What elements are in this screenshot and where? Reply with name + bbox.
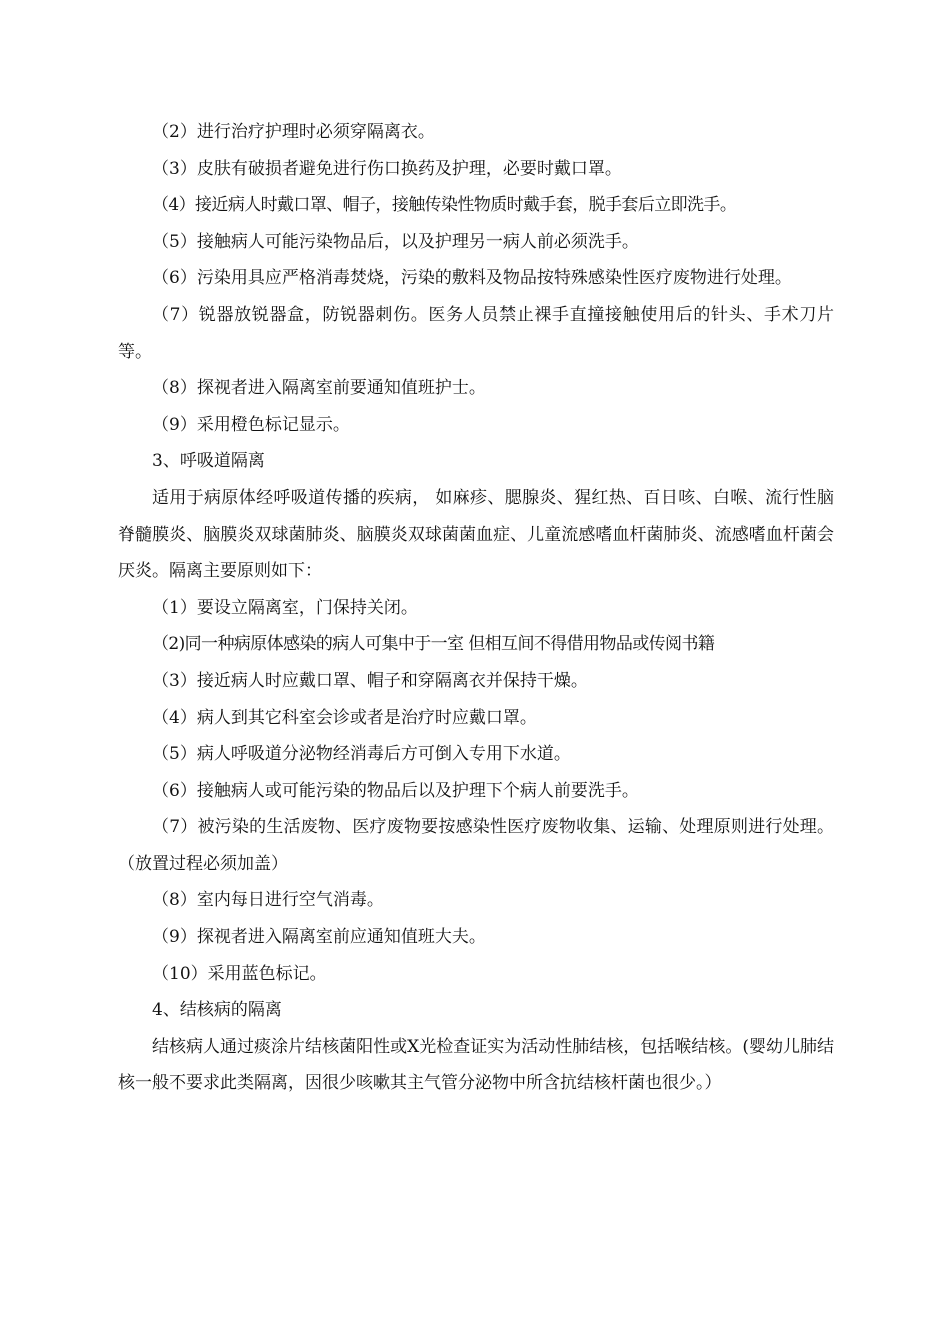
section-heading: 4、结核病的隔离	[152, 1000, 282, 1021]
paragraph: 适用于病原体经呼吸道传播的疾病， 如麻疹、腮腺炎、猩红热、百日咳、白喉、流行性脑脊髓膜炎、脑膜炎双球菌肺炎、脑膜炎双球菌菌血症、儿童流感嗜血杆菌肺炎、流感嗜血杆菌会厌炎。隔离主要原则如下：	[118, 487, 834, 582]
paragraph: （6）接触病人或可能污染的物品后以及护理下个病人前要洗手。	[152, 780, 639, 801]
paragraph: （8）室内每日进行空气消毒。	[152, 890, 384, 911]
section-heading: 3、呼吸道隔离	[152, 451, 265, 472]
paragraph: （4）接近病人时戴口罩、帽子，接触传染性物质时戴手套，脱手套后立即洗手。	[152, 195, 737, 216]
paragraph: （2)同一种病原体感染的病人可集中于一室 但相互间不得借用物品或传阅书籍	[152, 634, 715, 655]
paragraph: （9）探视者进入隔离室前应通知值班大夫。	[152, 927, 486, 948]
paragraph: （3）皮肤有破损者避免进行伤口换药及护理，必要时戴口罩。	[152, 158, 622, 179]
document-body	[118, 114, 834, 1102]
paragraph: （4）病人到其它科室会诊或者是治疗时应戴口罩。	[152, 707, 537, 728]
paragraph: （7）被污染的生活废物、医疗废物要按感染性医疗废物收集、运输、处理原则进行处理。（放置过程必须加盖）	[118, 817, 834, 874]
paragraph: （1）要设立隔离室，门保持关闭。	[152, 597, 418, 618]
paragraph: （10）采用蓝色标记。	[152, 963, 327, 984]
paragraph: （2）进行治疗护理时必须穿隔离衣。	[152, 122, 435, 142]
paragraph: （5）病人呼吸道分泌物经消毒后方可倒入专用下水道。	[152, 744, 571, 765]
paragraph: （3）接近病人时应戴口罩、帽子和穿隔离衣并保持干燥。	[152, 670, 588, 691]
paragraph: 结核病人通过痰涂片结核菌阳性或X光检查证实为活动性肺结核，包括喉结核。(婴幼儿肺结核一般不要求此类隔离，因很少咳嗽其主气管分泌物中所含抗结核杆菌也很少。）	[118, 1036, 834, 1094]
paragraph: （6）污染用具应严格消毒焚烧，污染的敷料及物品按特殊感染性医疗废物进行处理。	[152, 268, 792, 289]
paragraph: （5）接触病人可能污染物品后，以及护理另一病人前必须洗手。	[152, 231, 639, 252]
paragraph: （9）采用橙色标记显示。	[152, 414, 350, 435]
paragraph: （7）锐器放锐器盒，防锐器刺伤。医务人员禁止裸手直撞接触使用后的针头、手术刀片等。	[118, 304, 834, 362]
paragraph: （8）探视者进入隔离室前要通知值班护士。	[152, 378, 486, 399]
